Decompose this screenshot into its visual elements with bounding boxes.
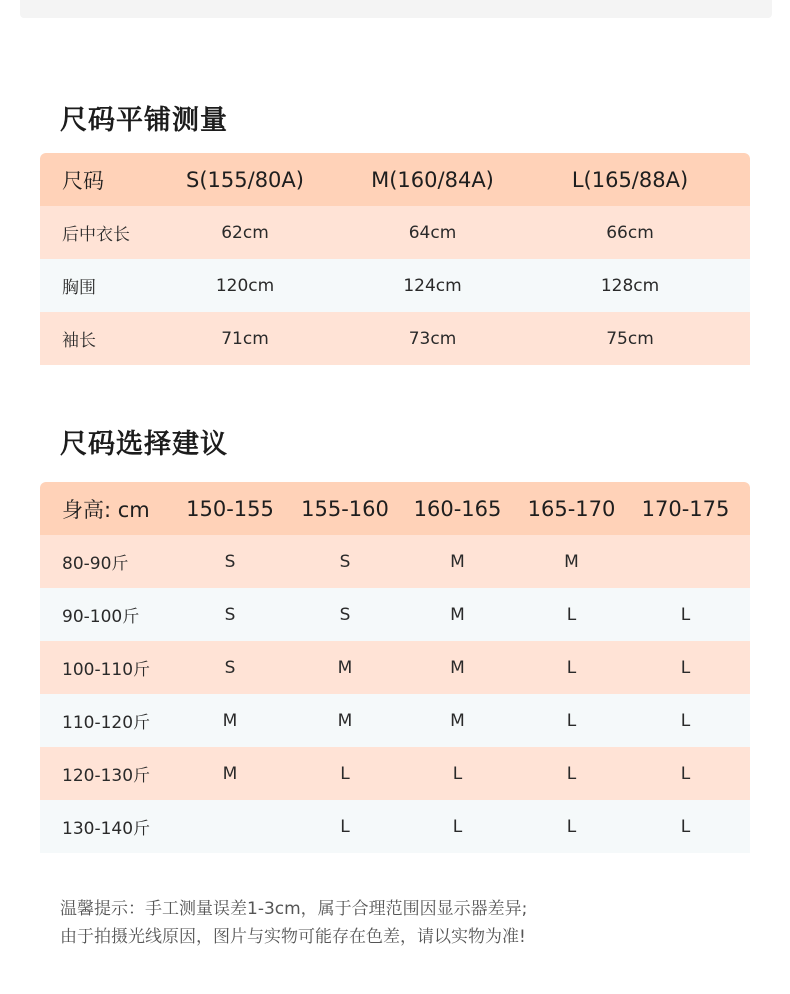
table-cell: M xyxy=(222,710,238,731)
measure-table-header xyxy=(40,153,750,206)
table-cell: 62cm xyxy=(221,222,269,243)
advice-section-title: 尺码选择建议 xyxy=(60,429,228,460)
header-cell-l: L(165/88A) xyxy=(571,167,689,192)
table-cell: L xyxy=(680,604,691,625)
table-cell: L xyxy=(680,763,691,784)
table-cell: M xyxy=(337,657,353,678)
table-cell: L xyxy=(566,604,577,625)
table-row xyxy=(40,259,750,312)
header-cell: 155-160 xyxy=(301,496,389,521)
table-cell: 66cm xyxy=(606,222,654,243)
header-cell: 170-175 xyxy=(641,496,730,521)
header-cell: 150-155 xyxy=(186,496,274,521)
table-cell: L xyxy=(566,763,577,784)
advice-table xyxy=(40,482,750,853)
row-label: 后中衣长 xyxy=(62,225,130,245)
table-cell: L xyxy=(566,657,577,678)
table-cell: L xyxy=(566,816,577,837)
table-cell: S xyxy=(224,551,236,572)
table-cell: L xyxy=(680,710,691,731)
table-row xyxy=(40,694,750,747)
measure-section-title: 尺码平铺测量 xyxy=(60,105,228,136)
table-cell: 124cm xyxy=(403,275,462,296)
table-cell: 64cm xyxy=(408,222,457,243)
table-cell: M xyxy=(450,604,465,625)
row-label: 110-120斤 xyxy=(62,713,151,733)
table-cell: M xyxy=(450,657,465,678)
table-cell: S xyxy=(224,604,236,625)
table-cell: M xyxy=(450,551,465,572)
top-band xyxy=(20,0,772,18)
table-row xyxy=(40,206,750,259)
table-row xyxy=(40,588,750,641)
table-row xyxy=(40,312,750,365)
table-row xyxy=(40,535,750,588)
table-cell: S xyxy=(339,551,351,572)
header-cell: 160-165 xyxy=(413,496,502,521)
table-cell: L xyxy=(340,816,350,837)
row-label: 100-110斤 xyxy=(62,660,151,680)
row-label: 胸围 xyxy=(62,278,96,298)
table-cell: 73cm xyxy=(408,328,457,349)
header-cell-size: 尺码 xyxy=(62,168,104,193)
table-cell: S xyxy=(224,657,236,678)
table-cell: 71cm xyxy=(221,328,269,349)
table-row xyxy=(40,641,750,694)
row-label: 袖长 xyxy=(62,331,96,351)
table-cell: L xyxy=(680,816,691,837)
table-cell: 120cm xyxy=(215,275,275,296)
row-label: 80-90斤 xyxy=(62,554,129,574)
tip-line-1: 温馨提示：手工测量误差1-3cm，属于合理范围因显示器差异; xyxy=(60,899,528,919)
table-row xyxy=(40,800,750,853)
table-row xyxy=(40,747,750,800)
row-label: 130-140斤 xyxy=(62,819,151,839)
table-cell: L xyxy=(680,657,691,678)
table-cell: S xyxy=(339,604,351,625)
table-cell: L xyxy=(452,763,463,784)
tip-note xyxy=(60,895,760,951)
row-label: 120-130斤 xyxy=(62,766,151,786)
table-cell: M xyxy=(450,710,465,731)
table-cell: L xyxy=(452,816,463,837)
table-cell: L xyxy=(566,710,577,731)
header-cell: 165-170 xyxy=(527,496,616,521)
table-cell: M xyxy=(222,763,238,784)
tip-line-2: 由于拍摄光线原因，图片与实物可能存在色差，请以实物为准! xyxy=(60,927,526,947)
table-cell: 128cm xyxy=(600,275,660,296)
table-cell: M xyxy=(337,710,353,731)
measure-table xyxy=(40,153,750,365)
row-label: 90-100斤 xyxy=(62,607,140,627)
header-cell-s: S(155/80A) xyxy=(186,167,304,192)
header-cell-m: M(160/84A) xyxy=(371,167,494,192)
table-cell: 75cm xyxy=(606,328,654,349)
table-cell: M xyxy=(564,551,579,572)
header-cell-height: 身高: cm xyxy=(62,497,150,522)
table-cell: L xyxy=(340,763,350,784)
advice-table-header xyxy=(40,482,750,535)
